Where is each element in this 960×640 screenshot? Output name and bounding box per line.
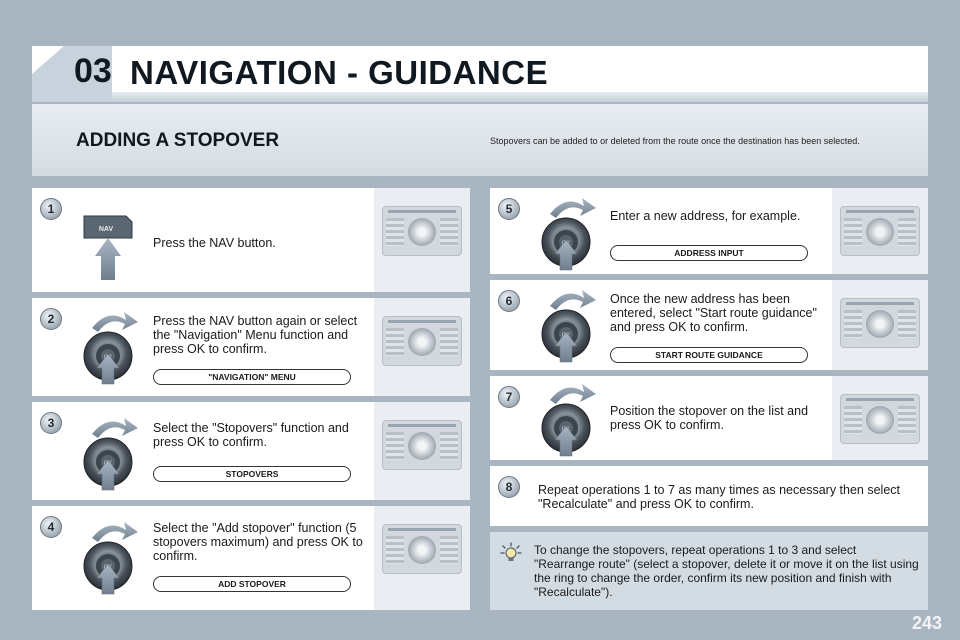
step-number-6: 6 [498, 290, 520, 312]
rotary-knob-icon [78, 412, 142, 492]
radio-unit-illustration [374, 506, 470, 610]
step-text-1: Press the NAV button. [153, 236, 276, 250]
nav-button-icon [80, 212, 136, 282]
step-text-5: Enter a new address, for example. [610, 209, 801, 223]
radio-unit-illustration [832, 376, 928, 460]
step-number-4: 4 [40, 516, 62, 538]
rotary-knob-icon [536, 284, 600, 364]
step-number-2: 2 [40, 308, 62, 330]
rotary-knob-icon [78, 306, 142, 386]
step-text-3: Select the "Stopovers" function and press OK to confirm. [153, 421, 349, 449]
step-text-2: Press the NAV button again or select the "Navigation" Menu function and press OK to confirm. [153, 314, 358, 356]
radio-unit-illustration [374, 402, 470, 500]
rotary-knob-icon [536, 378, 600, 458]
rotary-knob-icon [78, 516, 142, 596]
menu-pill-navigation: "NAVIGATION" MENU [153, 369, 351, 385]
menu-pill-stopovers: STOPOVERS [153, 466, 351, 482]
radio-unit-illustration [374, 298, 470, 396]
step-number-7: 7 [498, 386, 520, 408]
radio-unit-illustration [832, 188, 928, 274]
menu-pill-address-input: ADDRESS INPUT [610, 245, 808, 261]
nav-button-label: NAV [98, 226, 114, 233]
header-stripe [32, 92, 928, 102]
radio-unit-illustration [374, 188, 470, 292]
lightbulb-icon [500, 542, 522, 564]
step-number-1: 1 [40, 198, 62, 220]
step-text-7: Position the stopover on the list and press OK to confirm. [610, 404, 809, 432]
step-number-8: 8 [498, 476, 520, 498]
section-title: ADDING A STOPOVER [76, 130, 280, 151]
page-number: 243 [911, 613, 942, 633]
rotary-knob-icon [536, 192, 600, 272]
page-title: NAVIGATION - GUIDANCE [130, 54, 549, 91]
step-text-6: Once the new address has been entered, select "Start route guidance" and press OK to confirm. [610, 292, 817, 334]
menu-pill-add-stopover: ADD STOPOVER [153, 576, 351, 592]
step-number-5: 5 [498, 198, 520, 220]
radio-unit-illustration [832, 280, 928, 370]
step-number-3: 3 [40, 412, 62, 434]
chapter-number: 03 [74, 52, 112, 90]
step-text-8: Repeat operations 1 to 7 as many times as necessary then select "Recalculate" and press OK to confirm. [538, 483, 900, 511]
step-text-4: Select the "Add stopover" function (5 stopovers maximum) and press OK to confirm. [153, 521, 363, 563]
tip-text: To change the stopovers, repeat operations 1 to 3 and select "Rearrange route" (select a stopover, delete it or move it on the list using the ring to change the order, confirm its new position and finish with "Recalculate"). [534, 543, 919, 599]
menu-pill-start-route-guidance: START ROUTE GUIDANCE [610, 347, 808, 363]
intro-text: Stopovers can be added to or deleted from the route once the destination has been selected. [490, 136, 860, 146]
